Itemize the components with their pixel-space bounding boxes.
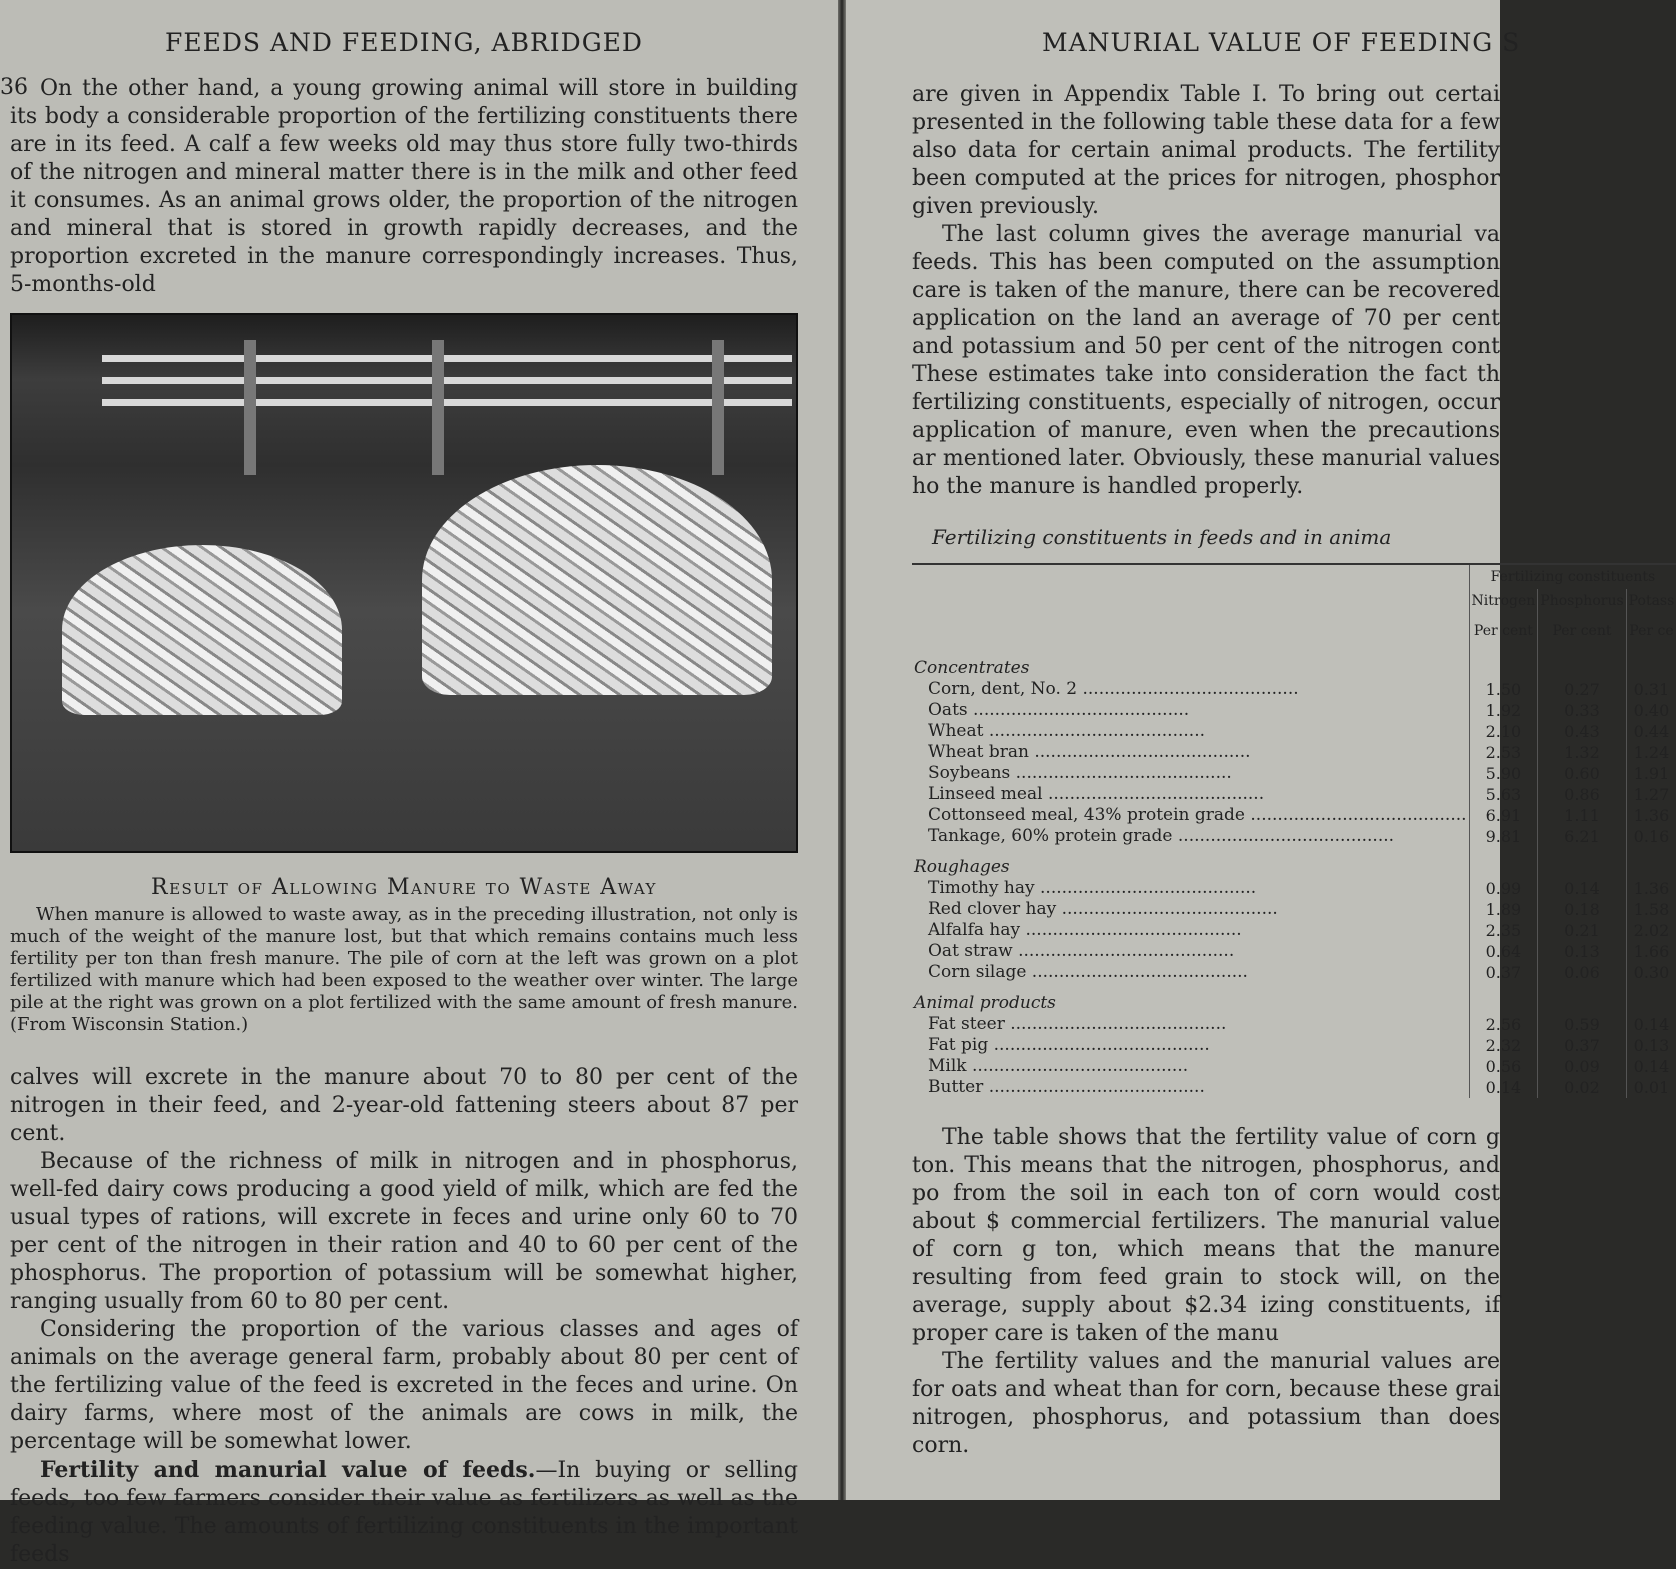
table-row [912,878,1676,899]
manure-corn-photo [10,313,798,853]
row-name: Corn, dent, No. 2 ........................................ [928,679,1299,699]
right-page [846,0,1675,1500]
paragraph-5 [10,1456,798,1569]
paragraph-r2: The last column gives the average manurial va feeds. This has been computed on the assumption care is taken of the manure, there can be recovered application on the land an average of 70 per cent and potassium and 50 per cent of the nitrogen cont These estimates take into consideration the fact th fertilizing constituents, especially of nitrogen, occur application of manure, even when the precautions ar mentioned later. Obviously, these manurial values ho the manure is handled properly. [912,222,1500,499]
row-name: Wheat ........................................ [928,721,1206,741]
row-value: 9.81 [1469,826,1538,847]
table-row [912,721,1676,742]
table-group-label: Concentrates [914,658,1030,678]
table-group-label: Roughages [914,857,1010,877]
table-row [912,1056,1676,1077]
table-row [912,899,1676,920]
row-name: Timothy hay ........................................ [928,878,1257,898]
paragraph-r4: The fertility values and the manurial values are for oats and wheat than for corn, because these grai nitrogen, phosphorus, and potassium than does corn. [912,1349,1500,1458]
row-value: 1.32 [1538,742,1626,763]
row-value: 1.36 [1626,805,1676,826]
paragraph-4: Considering the proportion of the various classes and ages of animals on the average general farm, probably about 80 per cent of the fertilizing value of the feed is excreted in the feces and urine. On dairy farms, where most of the animals are cows in milk, the percentage will be somewhat lower. [10,1317,798,1454]
row-name: Red clover hay ........................................ [928,899,1278,919]
table-row [912,941,1676,962]
table-row [912,826,1676,847]
row-value: 0.37 [1538,1035,1626,1056]
left-page [0,0,838,1567]
row-value: 0.64 [1469,941,1538,962]
row-value: 1.92 [1469,700,1538,721]
table-row [912,920,1676,941]
row-value: 0.31 [1626,679,1676,700]
row-value: 0.27 [1538,679,1626,700]
running-head-right: MANURIAL VALUE OF FEEDING S [1042,28,1521,57]
large-corn-pile [422,465,772,695]
paragraph-5-text: —In buying or selling feeds, too few farmers consider their value as fertilizers as well as the feeding value. The amounts of fertilizing constituents in the important feeds [10,1458,798,1567]
row-name: Wheat bran ........................................ [928,742,1251,762]
row-name: Oats ........................................ [928,700,1190,720]
row-value: 1.89 [1469,899,1538,920]
row-value: 2.35 [1469,920,1538,941]
paragraph-3: Because of the richness of milk in nitrogen and in phosphorus, well-fed dairy cows producing a good yield of milk, which are fed the usual types of rations, will excrete in feces and urine only 60 to 70 per cent of the nitrogen in their ration and 40 to 60 per cent of the phosphorus. The proportion of potassium will be somewhat higher, ranging usually from 60 to 80 per cent. [10,1149,798,1314]
row-value: 2.32 [1469,1035,1538,1056]
running-head-left: FEEDS AND FEEDING, ABRIDGED [165,28,643,57]
row-value: 2.10 [1469,721,1538,742]
table-row [912,763,1676,784]
row-value: 0.86 [1538,784,1626,805]
unit-potassium: Per ce [1626,613,1676,648]
row-name: Milk ........................................ [928,1056,1189,1076]
paragraph-r3: The table shows that the fertility value of corn g ton. This means that the nitrogen, phosphorus, and po from the soil in each ton of corn would cost about $ commercial fertilizers. The manurial value of corn g ton, which means that the manure resulting from feed grain to stock will, on the average, supply about $2.34 izing constituents, if proper care is taken of the manu [912,1125,1500,1346]
row-value: 0.21 [1538,920,1626,941]
row-name: Tankage, 60% protein grade ........................................ [928,826,1395,846]
table-group-label: Animal products [914,993,1056,1013]
row-value: 2.53 [1469,742,1538,763]
row-value: 0.37 [1469,962,1538,983]
row-value: 0.60 [1538,763,1626,784]
table-group-row [912,983,1676,1014]
table-row [912,805,1676,826]
paragraph-1: On the other hand, a young growing animal will store in building its body a considerable proportion of the fertilizing constituents there are in its feed. A calf a few weeks old may thus store fully two-thirds of the nitrogen and mineral matter there is in the milk and other feed it consumes. As an animal grows older, the proportion of the nitrogen and mineral that is stored in growth rapidly decreases, and the proportion excreted in the manure correspondingly increases. Thus, 5-months-old [10,76,798,297]
row-value: 0.18 [1538,899,1626,920]
row-value: 1.91 [1626,763,1676,784]
row-value: 2.56 [1469,1014,1538,1035]
row-name: Butter ........................................ [928,1077,1205,1097]
row-value: 0.14 [1626,1014,1676,1035]
row-value: 5.63 [1469,784,1538,805]
row-value: 0.13 [1626,1035,1676,1056]
row-value: 0.14 [1538,878,1626,899]
row-value: 0.56 [1469,1056,1538,1077]
row-name: Soybeans ........................................ [928,763,1232,783]
row-value: 0.02 [1538,1077,1626,1098]
unit-nitrogen: Per cent [1469,613,1538,648]
row-name: Fat pig ........................................ [928,1035,1210,1055]
table-row [912,700,1676,721]
row-value: 0.99 [1469,878,1538,899]
page-number: 36 [0,75,28,100]
row-name: Corn silage ........................................ [928,962,1248,982]
table-row [912,1014,1676,1035]
figure-title: Result of Allowing Manure to Waste Away [151,875,657,900]
table-row [912,1035,1676,1056]
row-name: Cottonseed meal, 43% protein grade ........................................ [928,805,1467,825]
run-in-heading: Fertility and manurial value of feeds. [40,1457,536,1483]
table-row [912,679,1676,700]
row-value: 1.27 [1626,784,1676,805]
row-name: Linseed meal ........................................ [928,784,1265,804]
row-name: Alfalfa hay ........................................ [928,920,1242,940]
table-title: Fertilizing constituents in feeds and in anima [932,525,1392,549]
row-value: 0.06 [1538,962,1626,983]
table-group-row [912,847,1676,878]
row-value: 0.44 [1626,721,1676,742]
figure-caption: When manure is allowed to waste away, as in the preceding illustration, not only is much of the weight of the manure lost, but that which remains contains much less fertility per ton than fresh manure. The pile of corn at the left was grown on a plot fertilized with manure which had been exposed to the weather over winter. The large pile at the right was grown on a plot fertilized with the same amount of fresh manure. (From Wisconsin Station.) [10,904,798,1035]
table-row [912,962,1676,983]
paragraph-2: calves will excrete in the manure about 70 to 80 per cent of the nitrogen in their feed, and 2-year-old fattening steers about 87 per cent. [10,1065,798,1146]
row-name: Fat steer ........................................ [928,1014,1227,1034]
row-value: 0.13 [1538,941,1626,962]
row-value: 6.91 [1469,805,1538,826]
row-value: 0.14 [1626,1056,1676,1077]
row-value: 1.11 [1538,805,1626,826]
row-name: Oat straw ........................................ [928,941,1235,961]
small-corn-pile [62,545,342,715]
row-value: 0.40 [1626,700,1676,721]
col-nitrogen: Nitrogen [1469,589,1538,613]
row-value: 1.24 [1626,742,1676,763]
row-value: 0.14 [1469,1077,1538,1098]
table-row [912,742,1676,763]
row-value: 1.66 [1626,941,1676,962]
row-value: 0.01 [1626,1077,1676,1098]
col-phosphorus: Phosphorus [1538,589,1626,613]
paragraph-r1: are given in Appendix Table I. To bring out certai presented in the following table these data for a few also data for certain animal products. The fertility been computed at the prices for nitrogen, phosphor given previously. [912,82,1500,219]
row-value: 1.36 [1626,878,1676,899]
row-value: 0.16 [1626,826,1676,847]
row-value: 2.02 [1626,920,1676,941]
row-value: 0.30 [1626,962,1676,983]
fertilizing-constituents-table [912,563,1676,1098]
row-value: 0.09 [1538,1056,1626,1077]
row-value: 1.50 [1469,679,1538,700]
row-value: 5.90 [1469,763,1538,784]
table-row [912,1077,1676,1098]
table-group-row [912,648,1676,679]
row-value: 1.58 [1626,899,1676,920]
table-group-header: Fertilizing constituents [1469,564,1676,589]
unit-phosphorus: Per cent [1538,613,1626,648]
book-gutter [838,0,846,1500]
col-potassium: Potass [1626,589,1676,613]
row-value: 0.33 [1538,700,1626,721]
row-value: 6.21 [1538,826,1626,847]
row-value: 0.43 [1538,721,1626,742]
row-value: 0.59 [1538,1014,1626,1035]
table-body [912,613,1676,1098]
table-row [912,784,1676,805]
